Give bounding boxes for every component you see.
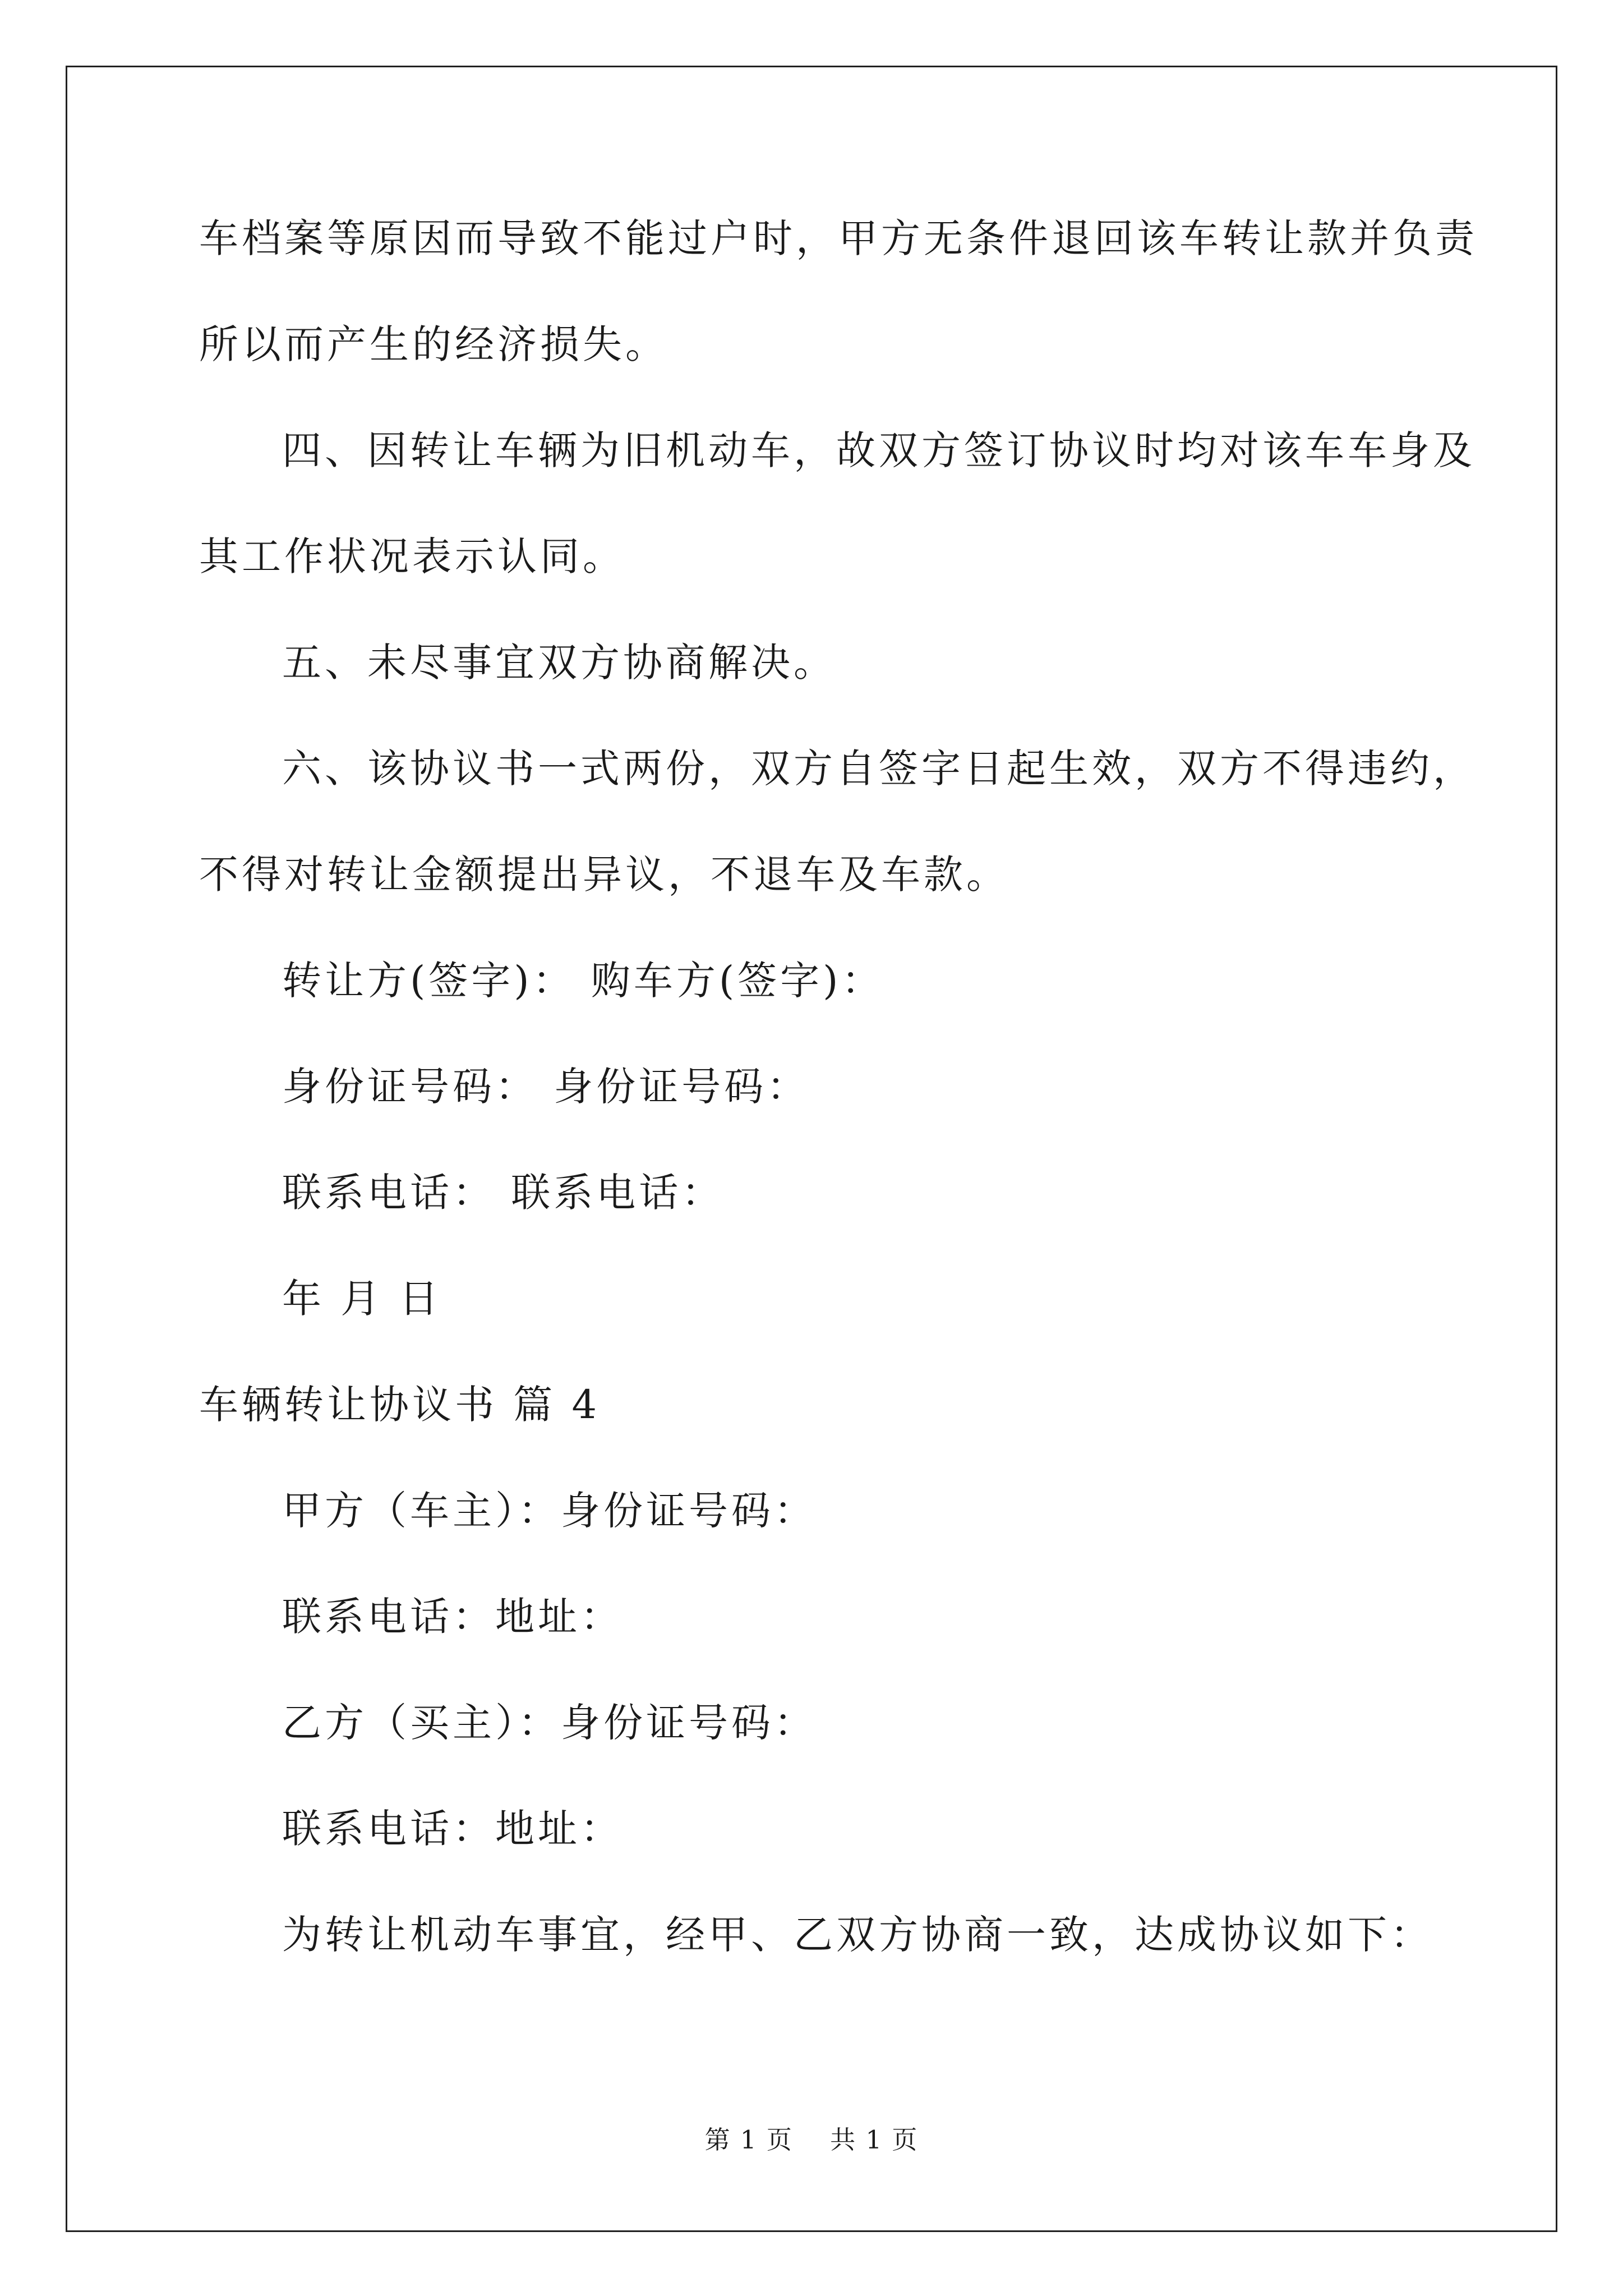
party-a-line: 甲方（车主）：身份证号码： (282, 1488, 817, 1534)
section-heading: 车辆转让协议书 篇 4 (199, 1382, 601, 1428)
id-number-line: 身份证号码： 身份证号码： (282, 1064, 810, 1110)
paragraph-line: 所以而产生的经济损失。 (199, 321, 668, 367)
party-b-contact-line: 联系电话：地址： (282, 1806, 623, 1852)
clause-four: 四、因转让车辆为旧机动车，故双方签订协议时均对该车车身及 (282, 427, 1476, 473)
clause-five: 五、未尽事宜双方协商解决。 (282, 639, 836, 685)
paragraph-line: 不得对转让金额提出异议，不退车及车款。 (199, 852, 1009, 898)
document-body (199, 215, 1478, 2021)
agreement-intro-line: 为转让机动车事宜，经甲、乙双方协商一致，达成协议如下： (282, 1912, 1433, 1958)
date-line: 年 月 日 (282, 1276, 442, 1322)
phone-line: 联系电话： 联系电话： (282, 1170, 725, 1216)
page-total: 共 1 页 (830, 2125, 919, 2155)
party-b-line: 乙方（买主）：身份证号码： (282, 1700, 817, 1746)
paragraph-line: 车档案等原因而导致不能过户时，甲方无条件退回该车转让款并负责 (199, 215, 1478, 261)
paragraph-line: 其工作状况表示认同。 (199, 533, 625, 579)
page-footer (0, 2125, 1623, 2155)
page-number: 第 1 页 (704, 2125, 793, 2155)
signature-line: 转让方(签字)： 购车方(签字)： (282, 958, 884, 1004)
party-a-contact-line: 联系电话：地址： (282, 1594, 623, 1640)
clause-six: 六、该协议书一式两份，双方自签字日起生效，双方不得违约， (282, 746, 1476, 792)
